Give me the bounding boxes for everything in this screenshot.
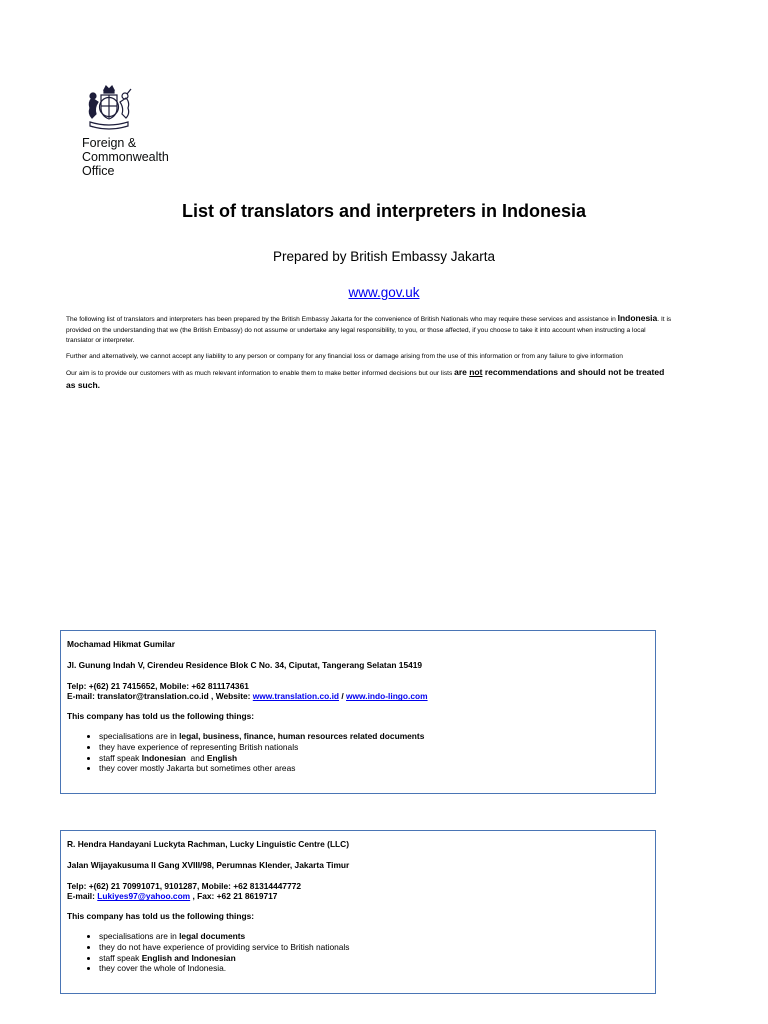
language: English and Indonesian <box>141 952 236 963</box>
text: specialisations are in <box>99 730 180 741</box>
entry-email-fax <box>67 891 649 902</box>
translator-entry <box>60 630 656 794</box>
text: The following list of translators and interpreters has been prepared by the British Embassy Jakarta for the convenience of British Nationals who may require these services and assistance in <box>66 316 618 323</box>
list-item: • they do not have experience of providing service to British nationals <box>99 942 649 953</box>
org-name-line: Foreign & <box>82 136 137 150</box>
text: E-mail: <box>67 891 98 902</box>
translator-entry <box>60 830 656 994</box>
fco-logo <box>82 84 192 178</box>
specialisation: legal, business, finance, human resources related documents <box>179 730 425 741</box>
org-name-line: Office <box>82 164 115 178</box>
page-subtitle: Prepared by British Embassy Jakarta <box>272 249 496 264</box>
website-link[interactable]: www.indo-lingo.com <box>346 691 428 702</box>
text: specialisations are in <box>99 930 180 941</box>
text: staff speak <box>99 952 142 963</box>
list-item <box>99 953 649 964</box>
emphasis: recommendations and should not be treated as such. <box>66 367 665 390</box>
organisation-name <box>82 136 192 178</box>
list-item: • they have experience of representing British nationals <box>99 742 649 753</box>
list-item <box>99 931 649 942</box>
email-link[interactable]: Lukiyes97@yahoo.com <box>97 891 191 902</box>
website-link[interactable]: www.translation.co.id <box>252 691 340 702</box>
entry-address: Jl. Gunung Indah V, Cirendeu Residence Blok C No. 34, Ciputat, Tangerang Selatan 15419 <box>67 659 423 670</box>
entry-phone: Telp: +(62) 21 70991071, 9101287, Mobile: +62 81314447772 <box>67 880 302 891</box>
text: E-mail: translator@translation.co.id , Website: <box>67 691 253 702</box>
list-item <box>99 753 649 764</box>
entry-email-website <box>67 691 649 702</box>
emphasis-underlined: not <box>469 367 483 378</box>
entry-contact <box>67 881 649 903</box>
entry-phone: Telp: +(62) 21 7415652, Mobile: +62 811174361 <box>67 680 249 691</box>
list-item <box>99 731 649 742</box>
separator: / <box>339 691 347 702</box>
entry-details-list <box>67 731 649 774</box>
text: Our aim is to provide our customers with as much relevant information to enable them to make better informed decisions but our lists <box>66 370 455 378</box>
list-item: • they cover the whole of Indonesia. <box>99 963 649 974</box>
entry-contact <box>67 681 649 703</box>
aim-paragraph <box>66 367 672 392</box>
language: Indonesian <box>141 752 186 763</box>
fax: , Fax: +62 21 8619717 <box>190 891 278 902</box>
text: and <box>185 752 207 763</box>
list-item: • they cover mostly Jakarta but sometimes other areas <box>99 763 649 774</box>
entry-address: Jalan Wijayakusuma II Gang XVIII/98, Perumnas Klender, Jakarta Timur <box>67 859 350 870</box>
royal-coat-of-arms-icon <box>82 84 136 132</box>
entry-name: R. Hendra Handayani Luckyta Rachman, Lucky Linguistic Centre (LLC) <box>67 839 350 849</box>
entry-details-list <box>67 931 649 974</box>
text: staff speak <box>99 752 142 763</box>
language: English <box>206 752 238 763</box>
org-name-line: Commonwealth <box>82 150 169 164</box>
entry-told-heading: This company has told us the following things: <box>67 711 255 722</box>
website-link[interactable]: www.gov.uk <box>348 285 420 300</box>
text: . It is provided on the understanding that we (the British Embassy) do not assume or undertake any legal responsibility, to you, or those affected, if you choose to take it into account when instructing a local translator or interpreter. <box>66 316 672 345</box>
entry-name: Mochamad Hikmat Gumilar <box>67 639 175 649</box>
website-line <box>0 285 768 300</box>
specialisation: legal documents <box>179 930 246 941</box>
disclaimer-text <box>66 313 672 398</box>
entry-told-heading: This company has told us the following things: <box>67 911 255 922</box>
disclaimer-paragraph <box>66 313 672 347</box>
country-name: Indonesia <box>617 313 658 323</box>
liability-paragraph: Further and alternatively, we cannot accept any liability to any person or company for any financial loss or damage arising from the use of this information or from any failure to give information <box>66 352 623 360</box>
page-title: List of translators and interpreters in Indonesia <box>181 201 587 221</box>
emphasis: are <box>454 367 470 378</box>
